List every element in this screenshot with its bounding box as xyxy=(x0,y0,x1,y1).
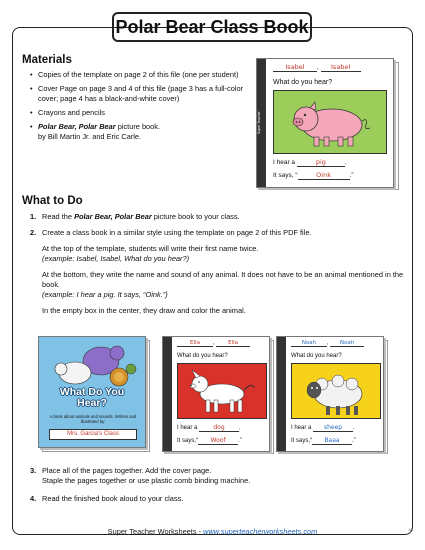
book-authors: by Bill Martin Jr. and Eric Carle. xyxy=(38,132,142,141)
student-name-1: Isabel xyxy=(273,63,317,72)
student-name-1: Ella xyxy=(177,340,213,347)
says-label: It says,“ xyxy=(177,438,199,444)
example-text: (example: Isabel, Isabel, What do you hear?) xyxy=(42,254,190,263)
hear-line: I hear a dog . xyxy=(177,424,241,431)
list-item xyxy=(30,122,248,142)
footer-link[interactable]: www.superteacherworksheets.com xyxy=(203,527,318,536)
list-item: • Crayons and pencils xyxy=(30,108,248,118)
drawing-box xyxy=(177,363,267,419)
animal-sound: Baaa xyxy=(312,437,352,445)
cover-class-name: Mrs. Garcia's Class xyxy=(49,429,137,440)
animal-name: sheep xyxy=(313,424,353,432)
says-label: It says, “ xyxy=(273,172,298,179)
step-number: 2. xyxy=(30,228,37,237)
list-item: • Copies of the template on page 2 of this file (one per student) xyxy=(30,70,248,80)
page-title: Polar Bear Class Book xyxy=(112,12,312,42)
animals-illustration-icon xyxy=(39,339,145,391)
says-line xyxy=(273,171,354,180)
student-name-2: Isabel xyxy=(321,63,361,72)
page-spine xyxy=(163,337,172,451)
animal-name: pig xyxy=(297,158,345,167)
question-text: What do you hear? xyxy=(273,79,333,86)
hear-line: I hear a pig . xyxy=(273,158,347,166)
paragraph-text: At the top of the template, students will write their first name twice. xyxy=(42,244,259,253)
what-to-do-heading: What to Do xyxy=(22,195,83,207)
step-text: Read the xyxy=(42,212,75,221)
animal-sound: Oink xyxy=(298,171,350,180)
book-title: Polar Bear, Polar Bear xyxy=(74,212,152,221)
hear-label: I hear a xyxy=(291,425,312,431)
student-name-2: Noah xyxy=(330,340,364,347)
hear-label: I hear a xyxy=(177,425,198,431)
sample-cover-page xyxy=(38,336,146,448)
step-text: Place all of the pages together. Add the cover page. xyxy=(42,466,212,475)
sheep-drawing-icon xyxy=(292,364,380,418)
step-2 xyxy=(30,228,405,316)
materials-heading: Materials xyxy=(22,54,72,66)
drawing-box xyxy=(273,90,387,154)
paragraph-text: In the empty box in the center, they draw and color the animal. xyxy=(42,306,246,315)
page-spine: Super Teacher xyxy=(257,59,266,187)
step-number: 1. xyxy=(30,212,37,221)
list-item: • Cover Page on page 3 and 4 of this file (page 3 has a full-color cover; page 4 has a black-and-white cover) xyxy=(30,84,248,104)
student-name-1: Noah xyxy=(291,340,327,347)
hear-label: I hear a xyxy=(273,159,296,166)
name-line: Noah , Noah xyxy=(291,340,364,347)
book-suffix: picture book. xyxy=(115,122,161,131)
pig-drawing-icon xyxy=(274,91,386,153)
step-number: 3. xyxy=(30,466,37,475)
cover-caption: A book about animals and sounds. Written and illustrated by: xyxy=(49,414,137,424)
instruction-paragraph xyxy=(30,244,405,264)
question-text: What do you hear? xyxy=(291,353,342,359)
example-text: (example: I hear a pig. It says, “Oink.”) xyxy=(42,290,168,299)
step-text: Staple the pages together or use plastic comb binding machine. xyxy=(42,476,251,485)
sample-page-sheep xyxy=(276,336,384,452)
says-line xyxy=(177,437,242,445)
step-text: Create a class book in a similar style using the template on page 2 of this PDF file. xyxy=(42,228,312,237)
quote-close: .” xyxy=(349,172,354,179)
says-label: It says,“ xyxy=(291,438,313,444)
instruction-paragraph xyxy=(30,270,405,300)
name-line xyxy=(273,63,389,72)
student-name-2: Ella xyxy=(216,340,250,347)
step-3 xyxy=(30,466,405,486)
drawing-box xyxy=(291,363,381,419)
sample-page-dog xyxy=(162,336,270,452)
dog-drawing-icon xyxy=(178,364,266,418)
step-1 xyxy=(30,212,400,222)
question-text: What do you hear? xyxy=(177,353,228,359)
step-number: 4. xyxy=(30,494,37,503)
footer-brand: Super Teacher Worksheets - xyxy=(107,527,204,536)
says-line xyxy=(291,437,356,445)
animal-sound: Woof xyxy=(198,437,238,445)
comma: , xyxy=(317,64,319,71)
materials-list xyxy=(30,70,248,146)
hear-line: I hear a sheep . xyxy=(291,424,355,431)
step-text: picture book to your class. xyxy=(151,212,240,221)
name-line: Ella , Ella xyxy=(177,340,250,347)
page-spine xyxy=(277,337,286,451)
paragraph-text: At the bottom, they write the name and sound of any animal. It does not have to be an animal mentioned in the book. xyxy=(42,270,404,289)
book-title: Polar Bear, Polar Bear xyxy=(38,122,116,131)
step-text: Read the finished book aloud to your class. xyxy=(42,494,184,503)
sample-page-pig xyxy=(256,58,394,188)
page-number: 43 xyxy=(408,527,413,532)
animal-name: dog xyxy=(199,424,239,432)
footer xyxy=(0,527,425,536)
quote-close: .” xyxy=(352,438,356,444)
cover-title: What Do You Hear? xyxy=(59,386,125,409)
quote-close: .” xyxy=(238,438,242,444)
step-4 xyxy=(30,494,405,504)
